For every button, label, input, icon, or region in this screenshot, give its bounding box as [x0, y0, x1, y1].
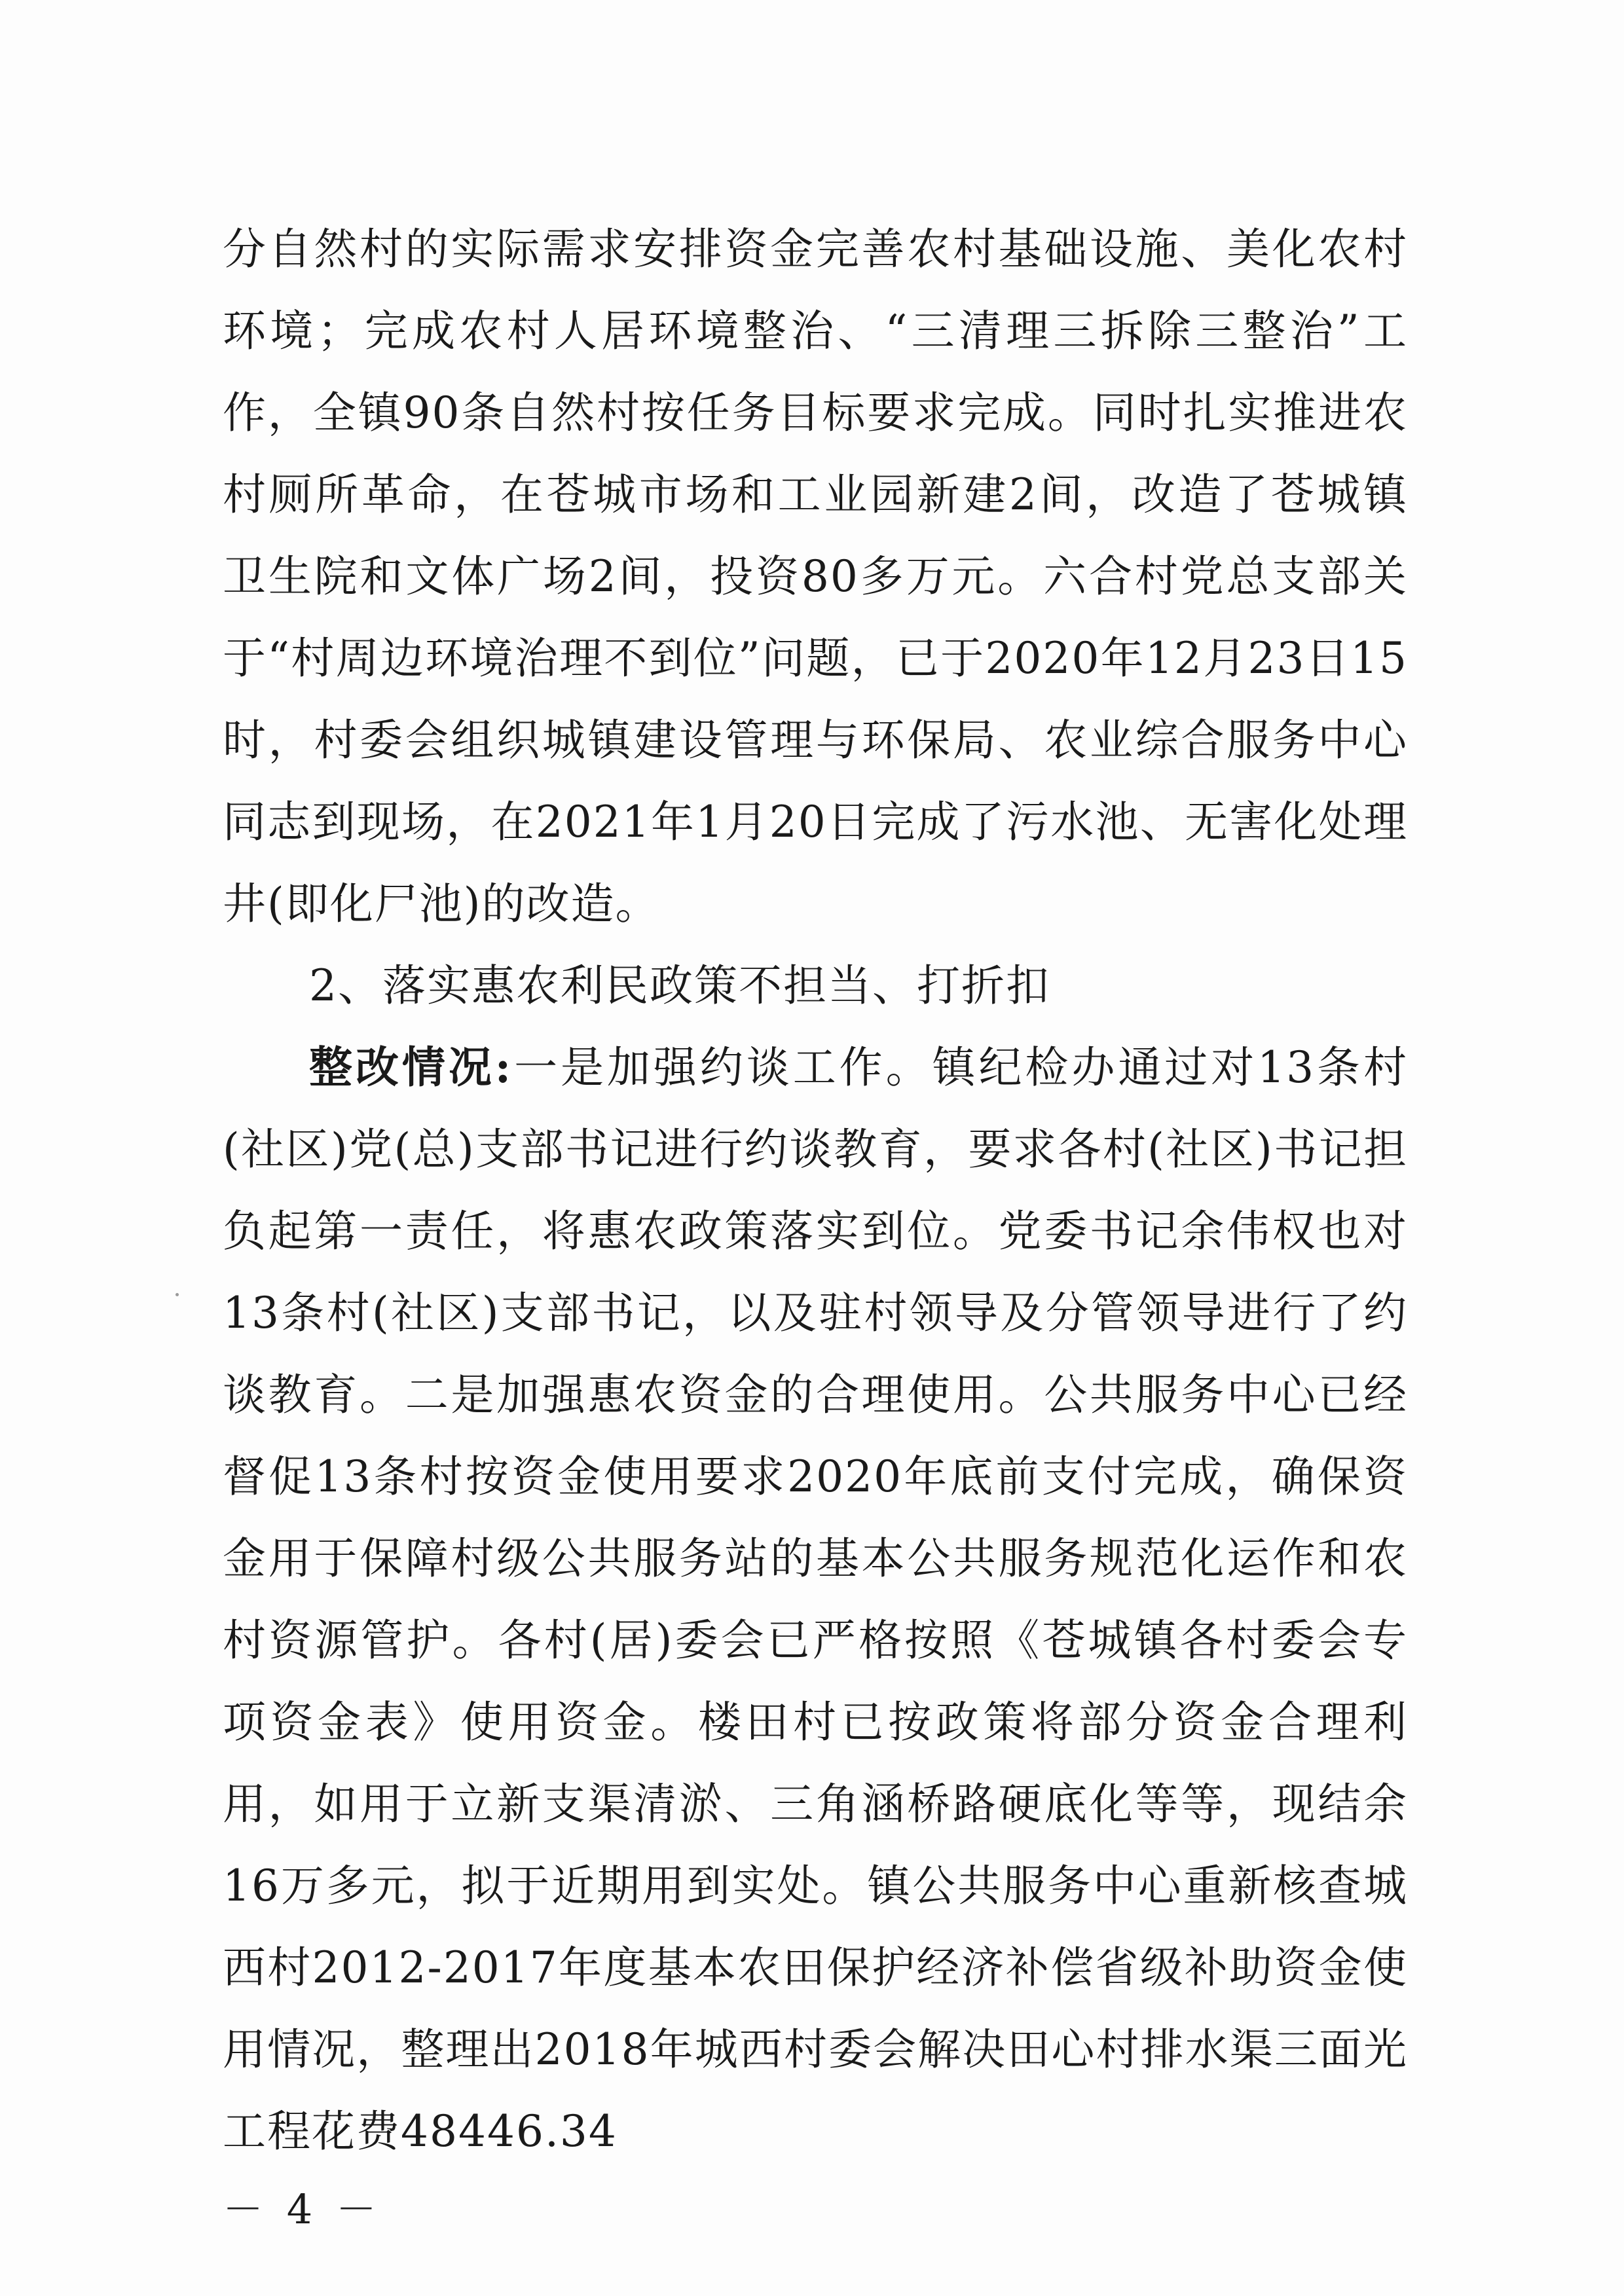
scan-speck [175, 1293, 179, 1296]
paragraph-2-body: 一是加强约谈工作。镇纪检办通过对13条村(社区)党(总)支部书记进行约谈教育，要求各村(社区)书记担负起第一责任，将惠农政策落实到位。党委书记余伟权也对13条村(社区)支部书记，以及驻村领导及分管领导进行了约谈教育。二是加强惠农资金的合理使用。公共服务中心已经督促13条村按资金使用要求2020年底前支付完成，确保资金用于保障村级公共服务站的基本公共服务规范化运作和农村资源管护。各村(居)委会已严格按照《苍城镇各村委会专项资金表》使用资金。楼田村已按政策将部分资金合理利用，如用于立新支渠清淤、三角涵桥路硬底化等等，现结余16万多元，拟于近期用到实处。镇公共服务中心重新核查城西村2012-2017年度基本农田保护经济补偿省级补助资金使用情况，整理出2018年城西村委会解决田心村排水渠三面光工程花费48446.34 [223, 1042, 1408, 2157]
document-body [223, 208, 1408, 2172]
paragraph-2 [223, 1027, 1408, 2172]
paragraph-1: 分自然村的实际需求安排资金完善农村基础设施、美化农村环境；完成农村人居环境整治、“三清理三拆除三整治”工作，全镇90条自然村按任务目标要求完成。同时扎实推进农村厕所革命，在苍城市场和工业园新建2间，改造了苍城镇卫生院和文体广场2间，投资80多万元。六合村党总支部关于“村周边环境治理不到位”问题，已于2020年12月23日15时，村委会组织城镇建设管理与环保局、农业综合服务中心同志到现场，在2021年1月20日完成了污水池、无害化处理井(即化尸池)的改造。 [223, 224, 1408, 929]
page-number: － 4 － [223, 2185, 382, 2233]
rectification-label: 整改情况: [309, 1042, 513, 1093]
section-heading-2: 2、落实惠农利民政策不担当、打折扣 [309, 960, 1050, 1011]
